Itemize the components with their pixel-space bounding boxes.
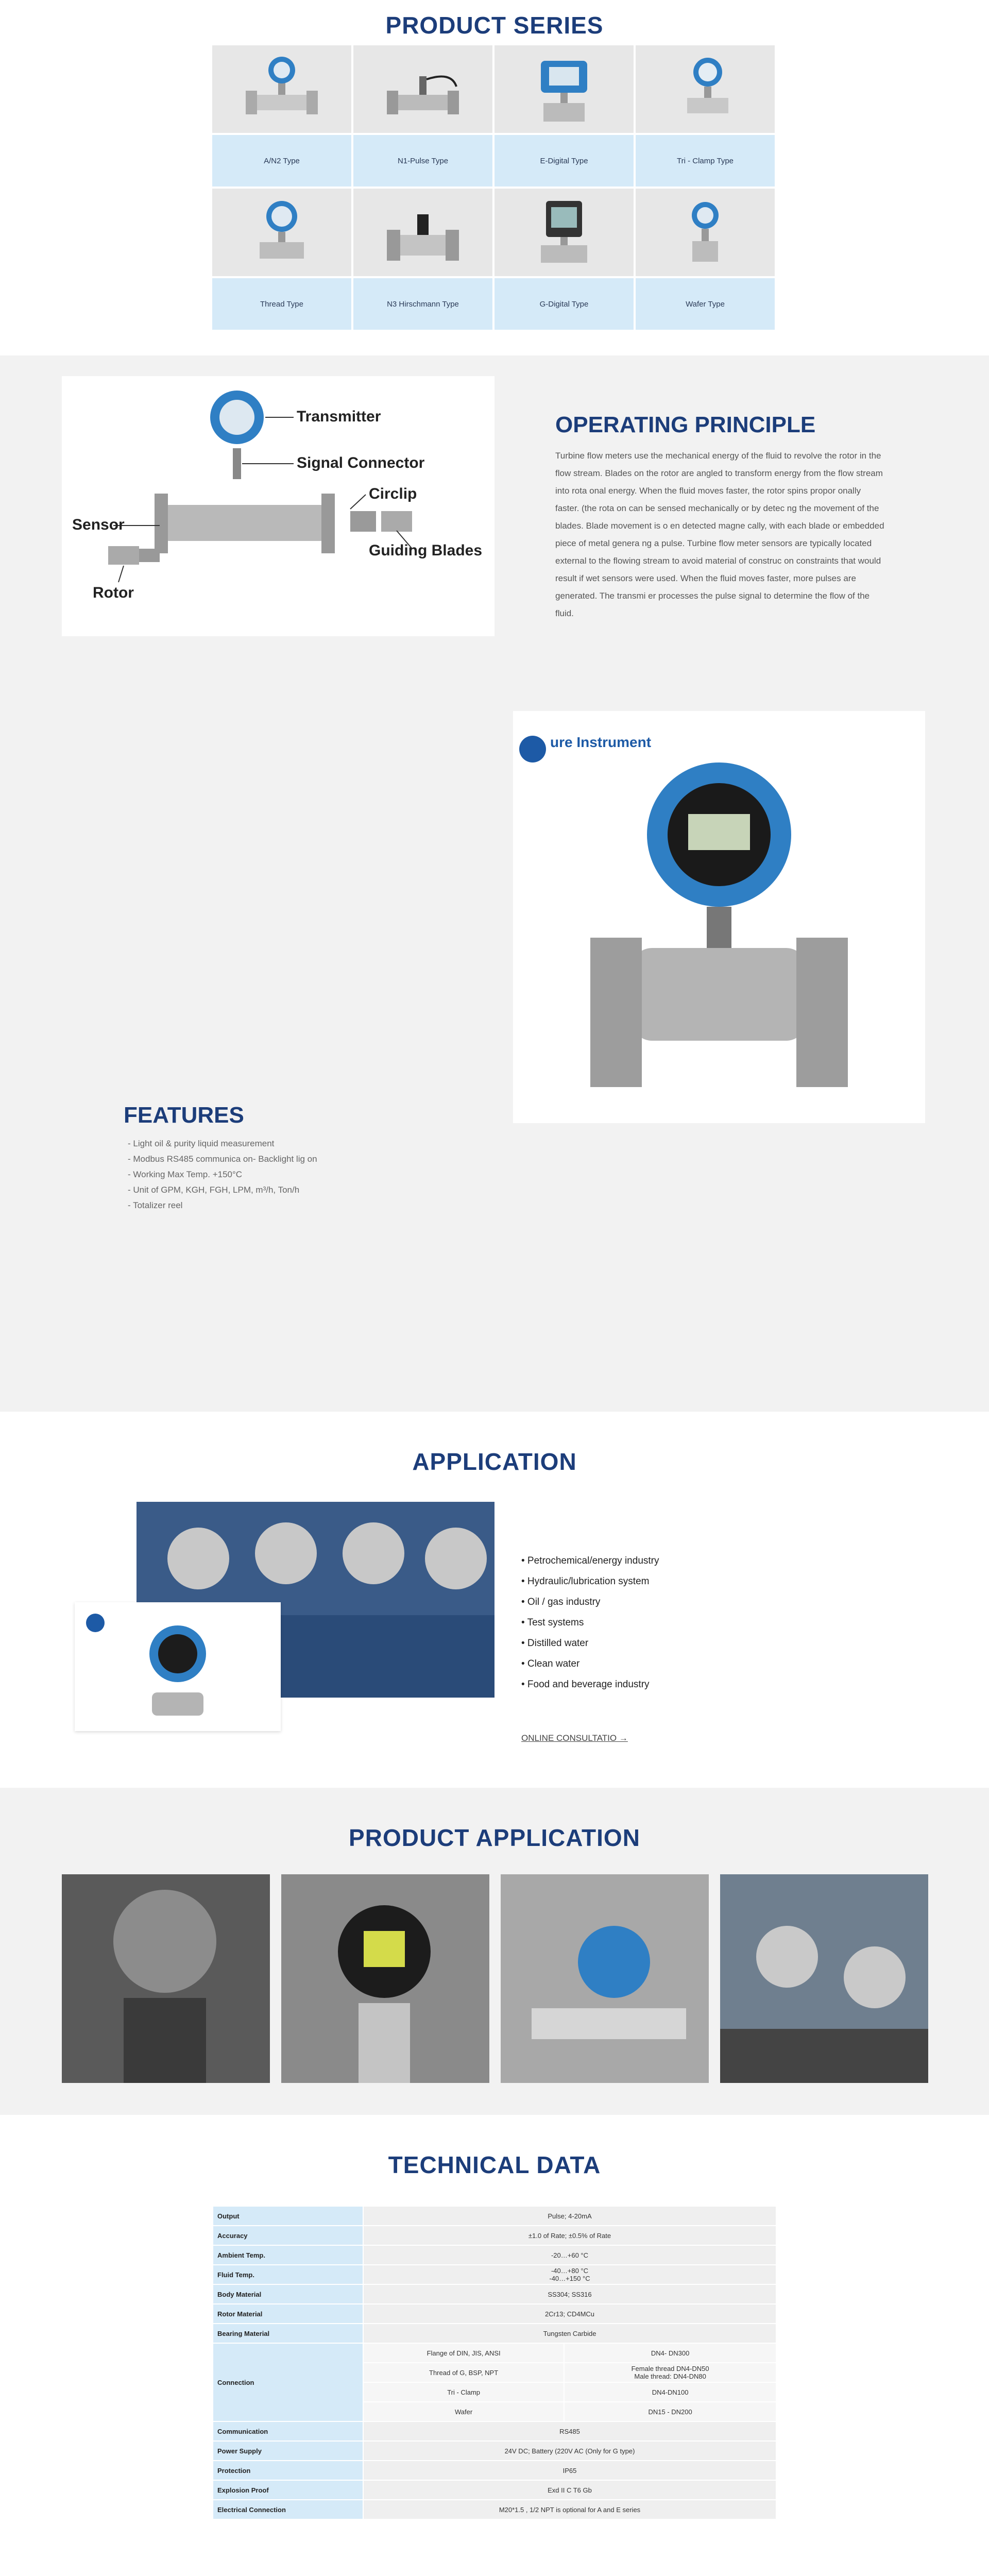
spec-value: -40…+80 °C -40…+150 °C [364, 2265, 776, 2284]
application-item: • Food and beverage industry [521, 1679, 650, 1690]
spec-sub-key: Flange of DIN, JIS, ANSI [364, 2344, 564, 2362]
spec-key: Body Material [213, 2285, 363, 2303]
product-series-grid [212, 45, 775, 330]
spec-key: Rotor Material [213, 2304, 363, 2323]
application-product-card [75, 1602, 281, 1731]
brand-logo-text: ure Instrument [550, 734, 652, 750]
spec-key: Accuracy [213, 2226, 363, 2245]
spec-sub-key: Wafer [364, 2402, 564, 2421]
application-item: • Hydraulic/lubrication system [521, 1576, 650, 1587]
application-section [0, 1412, 989, 1788]
table-row [213, 2246, 776, 2264]
spec-value: -20…+60 °C [364, 2246, 776, 2264]
product-application-photos [62, 1874, 928, 2083]
table-row [213, 2422, 776, 2441]
diagram-label-signal-connector: Signal Connector [297, 454, 425, 471]
application-photo-3 [501, 1874, 709, 2083]
feature-item: - Unit of GPM, KGH, FGH, LPM, m³/h, Ton/h [128, 1185, 300, 1195]
application-list [521, 1551, 659, 1695]
application-title: APPLICATION [412, 1448, 577, 1475]
series-label: Thread Type [212, 278, 351, 330]
feature-item: - Totalizer reel [128, 1200, 183, 1210]
spec-key: Output [213, 2207, 363, 2225]
table-row [213, 2500, 776, 2519]
series-image-g-digital [494, 189, 634, 276]
series-image-a-n2 [212, 45, 351, 133]
diagram-label-circlip: Circlip [369, 485, 417, 502]
spec-sub-key: Thread of G, BSP, NPT [364, 2363, 564, 2382]
spec-value: Female thread DN4-DN50 Male thread: DN4-DN80 [565, 2363, 776, 2382]
diagram-label-guiding-blades: Guiding Blades [369, 542, 483, 559]
application-photo-1 [62, 1874, 270, 2083]
spec-key: Fluid Temp. [213, 2265, 363, 2284]
series-label: N1-Pulse Type [353, 135, 492, 187]
spec-sub-key: Tri - Clamp [364, 2383, 564, 2401]
diagram-label-sensor: Sensor [72, 516, 125, 533]
spec-key: Ambient Temp. [213, 2246, 363, 2264]
product-application-title: PRODUCT APPLICATION [349, 1824, 640, 1851]
product-series-title: PRODUCT SERIES [385, 12, 604, 39]
spec-value: ±1.0 of Rate; ±0.5% of Rate [364, 2226, 776, 2245]
spec-value: RS485 [364, 2422, 776, 2441]
technical-data-title: TECHNICAL DATA [388, 2151, 601, 2178]
series-label: N3 Hirschmann Type [353, 278, 492, 330]
product-application-section [0, 1788, 989, 2115]
spec-key: Bearing Material [213, 2324, 363, 2343]
diagram-label-transmitter: Transmitter [297, 408, 381, 425]
operating-principle-title: OPERATING PRINCIPLE [555, 412, 816, 437]
product-series-section [0, 0, 989, 355]
technical-data-section [0, 2115, 989, 2571]
model-selection-section [0, 2571, 989, 2576]
series-image-n1-pulse [353, 45, 492, 133]
series-label: Wafer Type [636, 278, 775, 330]
features-list [128, 1136, 317, 1213]
spec-value: M20*1.5 , 1/2 NPT is optional for A and E series [364, 2500, 776, 2519]
application-photo-2 [281, 1874, 489, 2083]
series-image-e-digital [494, 45, 634, 133]
spec-key: Explosion Proof [213, 2481, 363, 2499]
table-row [213, 2265, 776, 2284]
application-item: • Oil / gas industry [521, 1597, 601, 1607]
table-row [213, 2324, 776, 2343]
series-label: Tri - Clamp Type [636, 135, 775, 187]
spec-value: IP65 [364, 2461, 776, 2480]
spec-value: DN15 - DN200 [565, 2402, 776, 2421]
exploded-diagram-drawing [62, 376, 494, 636]
spec-value: Pulse; 4-20mA [364, 2207, 776, 2225]
spec-value: DN4-DN100 [565, 2383, 776, 2401]
model-selection-title [0, 2571, 989, 2576]
series-image-thread [212, 189, 351, 276]
spec-value: Tungsten Carbide [364, 2324, 776, 2343]
series-label: A/N2 Type [212, 135, 351, 187]
diagram-label-rotor: Rotor [93, 584, 134, 601]
table-row [213, 2304, 776, 2323]
series-image-wafer [636, 189, 775, 276]
product-photo [513, 711, 925, 1123]
table-row [213, 2344, 776, 2362]
application-photo-4 [720, 1874, 928, 2083]
spec-value: DN4- DN300 [565, 2344, 776, 2362]
spec-key: Electrical Connection [213, 2500, 363, 2519]
technical-data-table [212, 2206, 777, 2520]
table-row [213, 2226, 776, 2245]
application-item: • Petrochemical/energy industry [521, 1555, 659, 1566]
spec-key: Protection [213, 2461, 363, 2480]
table-row [213, 2461, 776, 2480]
application-item: • Clean water [521, 1658, 580, 1669]
feature-item: - Working Max Temp. +150°C [128, 1170, 243, 1179]
features-title: FEATURES [124, 1103, 244, 1128]
spec-key: Communication [213, 2422, 363, 2441]
series-label: E-Digital Type [494, 135, 634, 187]
spec-value: 24V DC; Battery (220V AC (Only for G type) [364, 2442, 776, 2460]
application-item: • Test systems [521, 1617, 584, 1628]
spec-key: Connection [213, 2344, 363, 2421]
table-row [213, 2481, 776, 2499]
feature-item: - Modbus RS485 communica on- Backlight lig on [128, 1154, 317, 1164]
feature-item: - Light oil & purity liquid measurement [128, 1139, 275, 1148]
series-image-tri-clamp [636, 45, 775, 133]
table-row [213, 2442, 776, 2460]
spec-value: Exd II C T6 Gb [364, 2481, 776, 2499]
operating-principle-text: Turbine flow meters use the mechanical energy of the fluid to revolve the rotor in the flow stream. Blades on the rotor are angled to transform energy from the flow stream into rota onal energy. When the fluid moves faster, the rotor spins propor onally faster. (the rota on can be sensed mechanically or by detec ng the movement of the blades. Blade movement is o en detected magne cally, with each blade or embedded piece of metal genera ng a pulse. Turbine flow meter sensors are typically located external to the flowing stream to avoid material of construc on constraints that would result if wet sensors were used. When the fluid moves faster, more pulses are generated. The transmi er processes the pulse signal to determine the flow of the fluid. [555, 451, 884, 618]
application-item: • Distilled water [521, 1638, 589, 1649]
spec-value: 2Cr13; CD4MCu [364, 2304, 776, 2323]
spec-key: Power Supply [213, 2442, 363, 2460]
series-image-n3-hirschmann [353, 189, 492, 276]
table-row [213, 2207, 776, 2225]
online-consultation-link[interactable]: ONLINE CONSULTATIO → [521, 1733, 628, 1743]
spec-value: SS304; SS316 [364, 2285, 776, 2303]
brand-logo-icon [519, 736, 546, 762]
operating-principle-section [0, 355, 989, 1412]
exploded-diagram [62, 376, 494, 636]
series-label: G-Digital Type [494, 278, 634, 330]
table-row [213, 2285, 776, 2303]
product-photo-drawing [513, 711, 925, 1123]
